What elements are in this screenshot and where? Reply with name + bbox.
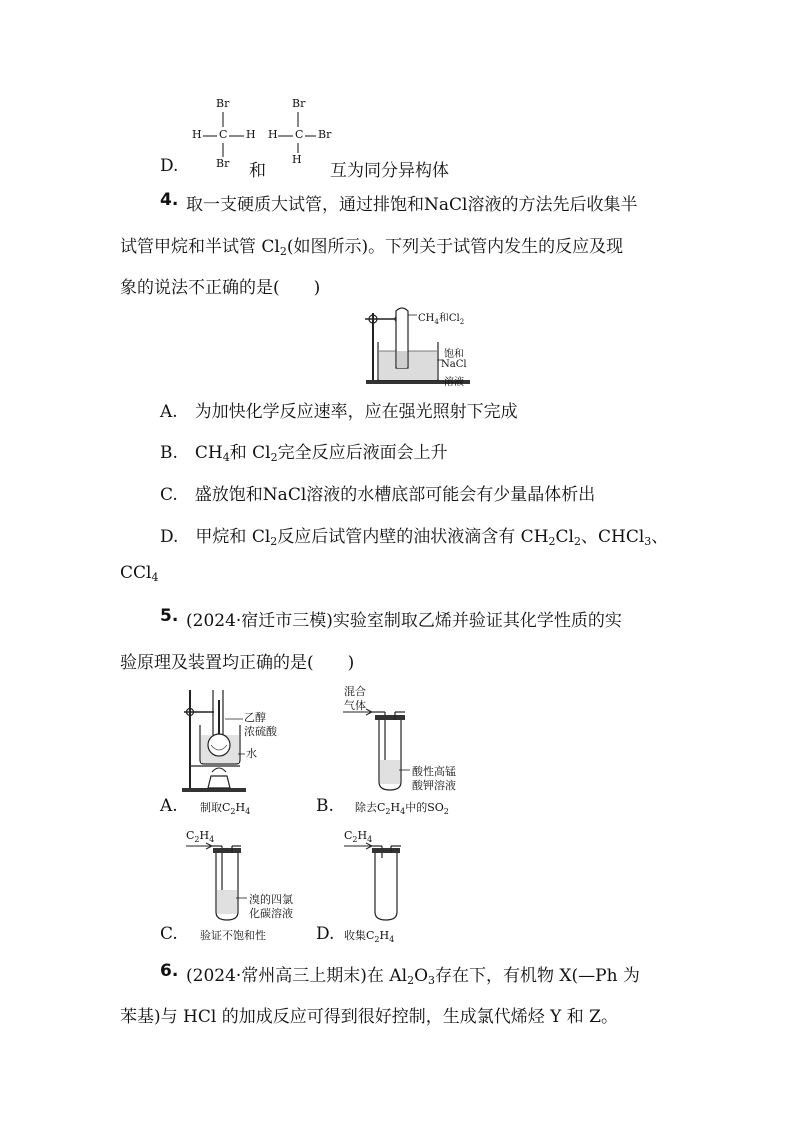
liquid-label: 溶液 (444, 377, 464, 388)
gas-label: $C_2H_4$ (344, 829, 373, 844)
gas-label: $C_2H_4$ (186, 829, 215, 844)
atom-label: H (192, 128, 202, 141)
figure-caption: 除去$C_2H_4$中的$SO_2$ (355, 801, 449, 816)
question-stem: 试管甲烷和半试管 $Cl_2$(如图所示)。下列关于试管内发生的反应及现 (120, 237, 624, 258)
liquid-label: NaCl (441, 359, 467, 370)
question-stem: 象的说法不正确的是( ) (120, 278, 321, 298)
option-a: A. 为加快化学反应速率，应在强光照射下完成 (160, 402, 518, 422)
option-letter: C. (160, 924, 178, 944)
option-d: D. 甲烷和 $Cl_2$反应后试管内壁的油状液滴含有 $CH_2Cl_2$、CHCl$_3$、 (160, 527, 669, 548)
atom-label: Br (216, 97, 230, 110)
reagent-label: 乙醇 (244, 711, 266, 724)
question-number: 5. (160, 606, 179, 626)
question-stem: 取一支硬质大试管，通过排饱和NaCl溶液的方法先后收集半 (186, 195, 638, 215)
liquid-label: 化碳溶液 (249, 907, 293, 920)
question-stem: 验原理及装置均正确的是( ) (120, 653, 355, 673)
gas-label: 气体 (344, 699, 366, 712)
figure-caption: 制取$C_2H_4$ (200, 801, 251, 816)
atom-label: H (268, 128, 278, 141)
liquid-label: 酸钾溶液 (412, 779, 456, 792)
option-letter: A. (160, 796, 178, 816)
question-number: 4. (160, 190, 179, 210)
atom-label: Br (318, 128, 332, 141)
and-word: 和 (249, 161, 266, 181)
question-number: 6. (160, 961, 179, 981)
liquid-label: 溴的四氯 (249, 893, 293, 906)
option-d-continued: CCl$_4$ (120, 563, 159, 584)
gas-label: $CH_4$和$Cl_2$ (418, 313, 465, 326)
liquid-label: 酸性高锰 (412, 765, 456, 778)
atom-label: H (246, 128, 256, 141)
atom-label: C (219, 128, 228, 141)
figure-caption: 收集$C_2H_4$ (344, 929, 395, 944)
atom-label: Br (216, 157, 230, 170)
option-letter: D. (316, 924, 335, 944)
q3-statement: 互为同分异构体 (330, 161, 449, 181)
liquid-label: 饱和 (444, 349, 464, 360)
atom-label: H (292, 153, 302, 166)
reagent-label: 浓硫酸 (244, 725, 277, 738)
question-stem: (2024·宿迁市三模)实验室制取乙烯并验证其化学性质的实 (186, 611, 622, 631)
option-letter: B. (316, 796, 334, 816)
atom-label: C (295, 128, 304, 141)
question-stem: 苯基)与 HCl 的加成反应可得到很好控制，生成氯代烯烃 Y 和 Z。 (120, 1007, 618, 1027)
question-stem: (2024·常州高三上期末)在 $Al_2O_3$存在下，有机物 X(—Ph 为 (186, 966, 640, 987)
reagent-label: 水 (246, 747, 257, 760)
option-c: C. 盛放饱和NaCl溶液的水槽底部可能会有少量晶体析出 (160, 485, 596, 505)
option-b: B. $CH_4$和 $Cl_2$完全反应后液面会上升 (160, 443, 448, 464)
option-letter: D. (160, 156, 179, 176)
figure-caption: 验证不饱和性 (200, 929, 266, 942)
atom-label: Br (292, 97, 306, 110)
gas-label: 混合 (344, 685, 366, 698)
